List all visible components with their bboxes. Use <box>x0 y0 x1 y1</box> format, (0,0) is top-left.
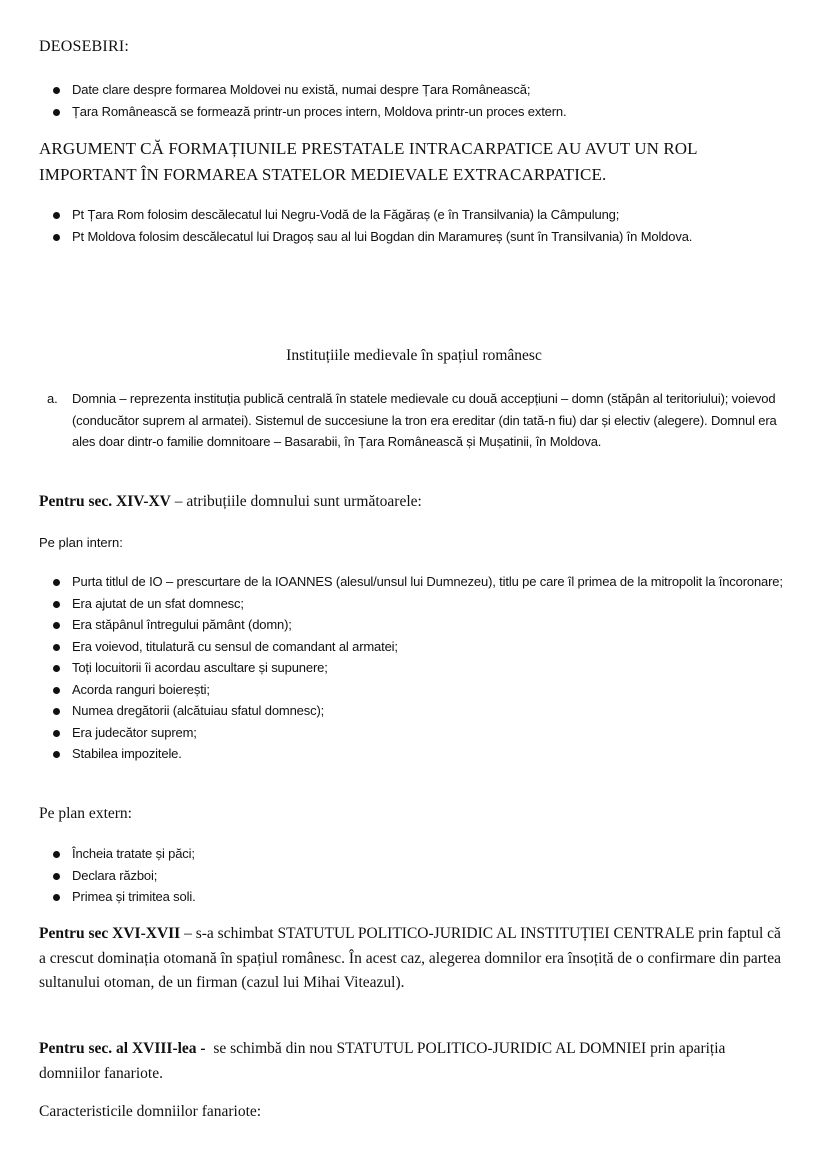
sec-xviii-rest: se schimbă din nou STATUTUL POLITICO-JURIDIC AL DOMNIEI prin apariția domniilor fanariote. <box>39 1040 730 1082</box>
argument-list <box>39 204 790 247</box>
list-item: Țara Românească se formează printr-un proces intern, Moldova printr-un proces extern. <box>39 101 790 123</box>
list-item: Pt Moldova folosim descălecatul lui Dragoș sau al lui Bogdan din Maramureș (sunt în Transilvania) în Moldova. <box>39 226 790 248</box>
plan-intern-label: Pe plan intern: <box>39 535 123 550</box>
deosebiri-heading: DEOSEBIRI: <box>39 38 129 55</box>
list-item: Numea dregătorii (alcătuiau sfatul domnesc); <box>39 700 790 722</box>
plan-extern-list <box>39 843 790 908</box>
list-item: Primea și trimitea soli. <box>39 886 790 908</box>
sec-xvi-xvii-rest: – s-a schimbat STATUTUL POLITICO-JURIDIC AL INSTITUȚIEI CENTRALE prin faptul că a crescut dominația otomană în spațiul românesc. În acest caz, alegerea domnilor era însoțită de o confirmare din partea sultanului otoman, de un firman (cazul lui Mihai Viteazul). <box>39 925 781 991</box>
list-marker: a. <box>47 391 58 406</box>
sec-xvi-xvii-bold: Pentru sec XVI-XVII <box>39 925 181 942</box>
sec-xiv-xv-rest: – atribuțiile domnului sunt următoarele: <box>170 493 422 510</box>
argument-heading: ARGUMENT CĂ FORMAȚIUNILE PRESTATALE INTRACARPATICE AU AVUT UN ROL IMPORTANT ÎN FORMAREA STATELOR MEDIEVALE EXTRACARPATICE. <box>39 139 698 184</box>
sec-xiv-xv-bold: Pentru sec. XIV-XV <box>39 493 171 510</box>
deosebiri-list <box>39 79 790 122</box>
list-item: Încheia tratate și păci; <box>39 843 790 865</box>
plan-intern-list <box>39 571 790 765</box>
list-item: Pt Țara Rom folosim descălecatul lui Negru-Vodă de la Făgăraș (e în Transilvania) la Câmpulung; <box>39 204 790 226</box>
list-item: Era ajutat de un sfat domnesc; <box>39 593 790 615</box>
section-title: Instituțiile medievale în spațiul românesc <box>286 347 542 364</box>
list-item: Era judecător suprem; <box>39 722 790 744</box>
list-item: Acorda ranguri boierești; <box>39 679 790 701</box>
sec-xvi-xvii-paragraph <box>39 922 790 996</box>
list-item: Declara război; <box>39 865 790 887</box>
list-item: Purta titlul de IO – prescurtare de la IOANNES (alesul/unsul lui Dumnezeu), titlu pe care îl primea de la mitropolit la încoronare; <box>39 571 790 593</box>
sec-xiv-xv-paragraph <box>39 490 790 515</box>
plan-extern-label: Pe plan extern: <box>39 805 132 822</box>
sec-xviii-bold: Pentru sec. al XVIII-lea - <box>39 1040 206 1057</box>
domnia-text: Domnia – reprezenta instituția publică centrală în statele medievale cu două accepțiuni – domn (stăpân al teritoriului); voievod (conducător suprem al armatei). Sistemul de succesiune la tron era ereditar (din tată-n fiu) dar și electiv (alegere). Domnul era ales doar dintr-o familie domnitoare – Basarabii, în Țara Românească și Mușatinii, în Moldova. <box>72 391 777 449</box>
list-item: Era stăpânul întregului pământ (domn); <box>39 614 790 636</box>
list-item: Stabilea impozitele. <box>39 743 790 765</box>
sec-xviii-paragraph <box>39 1037 790 1086</box>
list-item: Era voievod, titulatură cu sensul de comandant al armatei; <box>39 636 790 658</box>
institutii-list <box>39 388 790 453</box>
caracteristici-label: Caracteristicile domniilor fanariote: <box>39 1103 262 1120</box>
list-item <box>39 388 790 453</box>
list-item: Date clare despre formarea Moldovei nu există, numai despre Țara Românească; <box>39 79 790 101</box>
list-item: Toți locuitorii îi acordau ascultare și supunere; <box>39 657 790 679</box>
